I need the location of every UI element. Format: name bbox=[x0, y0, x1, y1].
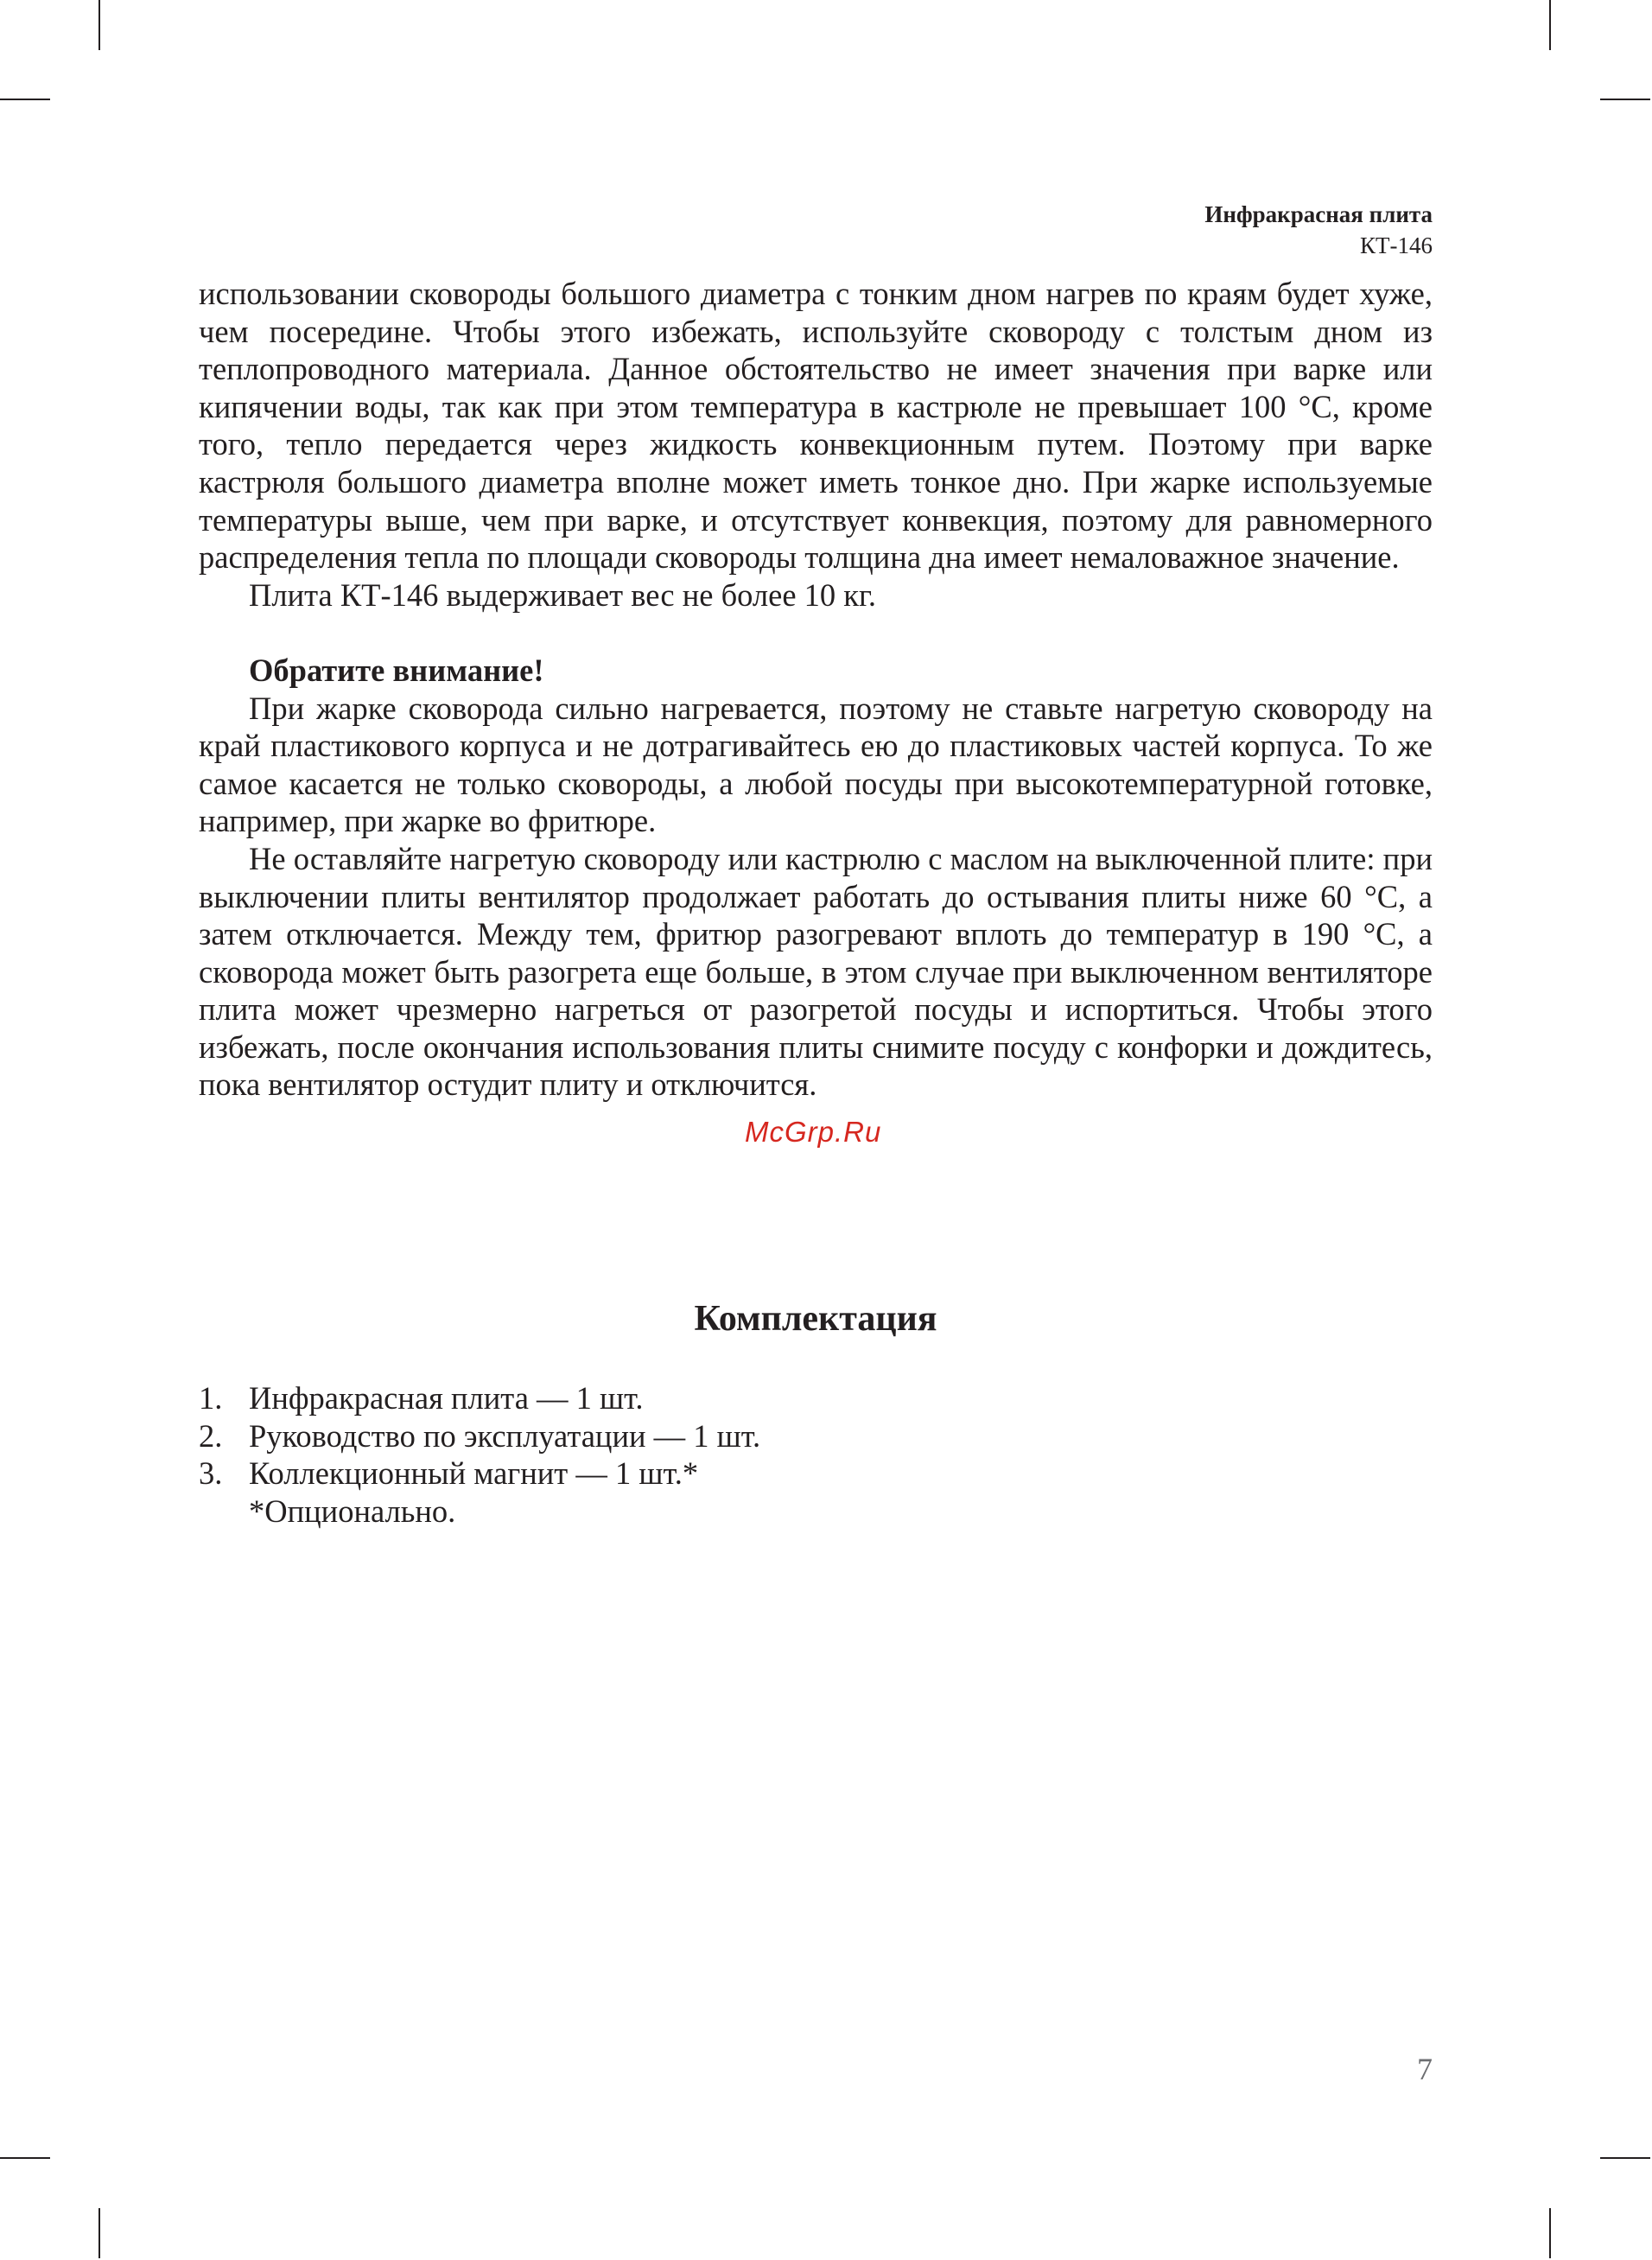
crop-mark-bottom-left-h bbox=[0, 2157, 50, 2159]
list-item-number: 3. bbox=[199, 1455, 223, 1492]
kit-list bbox=[199, 1379, 1433, 1493]
attention-heading: Обратите внимание! bbox=[249, 652, 544, 688]
list-item-text: Руководство по эксплуатации — 1 шт. bbox=[249, 1417, 761, 1454]
running-header bbox=[1204, 199, 1433, 261]
header-product: Инфракрасная плита bbox=[1204, 201, 1433, 227]
list-item-number: 1. bbox=[199, 1380, 223, 1416]
list-item-number: 2. bbox=[199, 1417, 223, 1454]
kit-section-title: Комплектация bbox=[694, 1299, 937, 1339]
crop-mark-top-left bbox=[98, 0, 100, 50]
list-item bbox=[199, 1417, 1433, 1455]
paragraph-cooling-warning: Не оставляйте нагретую сковороду или кастрюлю с маслом на выключенной плите: при выключении плиты вентилятор продолжает работать до остывания плиты ниже 60 °С, а затем отключается. Между тем, фритюр разогревают вплоть до температур в 190 °С, а сковорода может быть разогрета еще больше, в этом случае при выключенном вентиляторе плита может чрезмерно нагреться от разогретой посуды и испортиться. Чтобы этого избежать, после окончания использования плиты снимите посуду с конфорки и дождитесь, пока вентилятор остудит плиту и отключится. bbox=[199, 840, 1433, 1103]
crop-mark-top-left-h bbox=[0, 99, 50, 100]
paragraph-weight-limit: Плита КТ-146 выдерживает вес не более 10 кг. bbox=[249, 576, 876, 613]
list-item-text: Инфракрасная плита — 1 шт. bbox=[249, 1380, 644, 1416]
body-text bbox=[199, 275, 1433, 1104]
paragraph-continuation: использовании сковороды большого диаметра с тонким дном нагрев по краям будет хуже, чем посередине. Чтобы этого избежать, используйте сковороду с толстым дном из теплопроводного материала. Данное обстоятельство не имеет значения при варке или кипячении воды, так как при этом температура в кастрюле не превышает 100 °С, кроме того, тепло передается через жидкость конвекционным путем. Поэтому при варке кастрюля большого диаметра вполне может иметь тонкое дно. При жарке используемые температуры выше, чем при варке, и отсутствует конвекция, поэтому для равномерного распределения тепла по площади сковороды толщина дна имеет немаловажное значение. bbox=[199, 276, 1433, 576]
list-item-text: Коллекционный магнит — 1 шт.* bbox=[249, 1455, 699, 1492]
list-item bbox=[199, 1379, 1433, 1417]
crop-mark-top-right bbox=[1549, 0, 1551, 50]
paragraph-frying-warning: При жарке сковорода сильно нагревается, поэтому не ставьте нагретую сковороду на край пластикового корпуса и не дотрагивайтесь ею до пластиковых частей корпуса. То же самое касается не только сковороды, а любой посуды при высокотемпературной готовке, например, при жарке во фритюре. bbox=[199, 690, 1433, 839]
crop-mark-bottom-right-h bbox=[1600, 2157, 1650, 2159]
kit-footnote: *Опционально. bbox=[249, 1493, 456, 1529]
crop-mark-top-right-h bbox=[1600, 99, 1650, 100]
crop-mark-bottom-right bbox=[1549, 2208, 1551, 2258]
list-item bbox=[199, 1455, 1433, 1493]
header-model: КТ-146 bbox=[1360, 232, 1433, 258]
page-number: 7 bbox=[1417, 2052, 1433, 2086]
watermark: McGrp.Ru bbox=[745, 1116, 882, 1148]
crop-mark-bottom-left bbox=[98, 2208, 100, 2258]
